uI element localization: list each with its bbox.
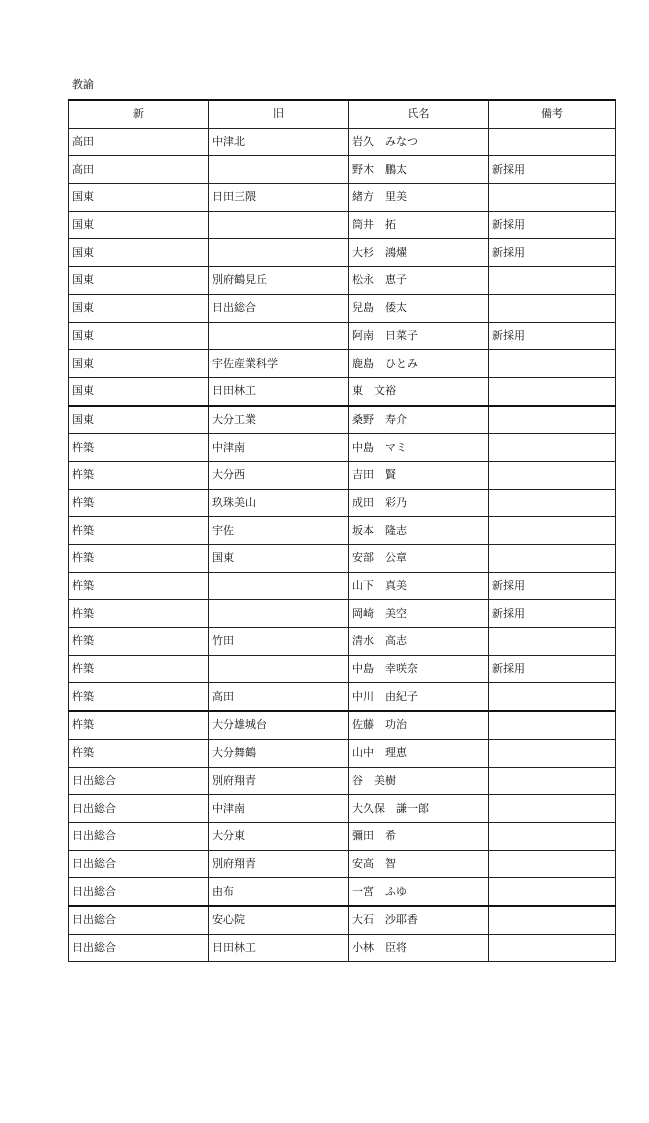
table-row <box>69 294 616 322</box>
cell-old: 日田林工 <box>209 934 349 962</box>
table-row <box>69 850 616 878</box>
cell-note <box>489 906 616 934</box>
cell-old <box>209 655 349 683</box>
table-row <box>69 434 616 462</box>
table-row <box>69 184 616 212</box>
cell-new: 杵築 <box>69 461 209 489</box>
cell-note <box>489 683 616 711</box>
cell-name: 中島 幸咲奈 <box>349 655 489 683</box>
cell-name: 谷 美樹 <box>349 767 489 795</box>
cell-new: 杵築 <box>69 517 209 545</box>
table-row <box>69 795 616 823</box>
column-header-note: 備考 <box>489 100 616 128</box>
cell-name: 東 文裕 <box>349 377 489 405</box>
table-row <box>69 267 616 295</box>
cell-new: 杵築 <box>69 434 209 462</box>
table-row <box>69 822 616 850</box>
table-row <box>69 934 616 962</box>
cell-note <box>489 184 616 212</box>
cell-new: 杵築 <box>69 628 209 656</box>
cell-name: 一宮 ふゆ <box>349 878 489 906</box>
cell-note <box>489 711 616 739</box>
cell-old: 別府鶴見丘 <box>209 267 349 295</box>
cell-name: 清水 高志 <box>349 628 489 656</box>
cell-new: 国東 <box>69 294 209 322</box>
cell-new: 国東 <box>69 184 209 212</box>
cell-old <box>209 156 349 184</box>
cell-note <box>489 739 616 767</box>
cell-new: 国東 <box>69 350 209 378</box>
cell-note <box>489 294 616 322</box>
cell-name: 小林 臣将 <box>349 934 489 962</box>
column-header-name: 氏名 <box>349 100 489 128</box>
cell-note: 新採用 <box>489 655 616 683</box>
cell-name: 成田 彩乃 <box>349 489 489 517</box>
cell-new: 高田 <box>69 156 209 184</box>
table-row <box>69 767 616 795</box>
cell-old: 大分西 <box>209 461 349 489</box>
cell-old: 日田林工 <box>209 377 349 405</box>
cell-note <box>489 377 616 405</box>
cell-new: 日出総合 <box>69 767 209 795</box>
table-row <box>69 545 616 573</box>
cell-old: 大分雄城台 <box>209 711 349 739</box>
table-row <box>69 683 616 711</box>
cell-note: 新採用 <box>489 322 616 350</box>
cell-note <box>489 350 616 378</box>
table-row <box>69 517 616 545</box>
cell-new: 杵築 <box>69 545 209 573</box>
cell-note <box>489 517 616 545</box>
cell-name: 兒島 倭太 <box>349 294 489 322</box>
cell-name: 彌田 希 <box>349 822 489 850</box>
cell-old: 別府翔青 <box>209 850 349 878</box>
table-row <box>69 711 616 739</box>
cell-old: 中津北 <box>209 128 349 156</box>
table-row <box>69 350 616 378</box>
cell-old <box>209 600 349 628</box>
cell-note <box>489 267 616 295</box>
cell-name: 大久保 謙一郎 <box>349 795 489 823</box>
cell-name: 吉田 賢 <box>349 461 489 489</box>
cell-note: 新採用 <box>489 600 616 628</box>
table-row <box>69 128 616 156</box>
cell-new: 杵築 <box>69 683 209 711</box>
cell-name: 阿南 日菜子 <box>349 322 489 350</box>
cell-name: 中島 マミ <box>349 434 489 462</box>
cell-new: 杵築 <box>69 600 209 628</box>
table-row <box>69 655 616 683</box>
cell-new: 杵築 <box>69 489 209 517</box>
cell-new: 国東 <box>69 377 209 405</box>
cell-new: 国東 <box>69 406 209 434</box>
cell-note: 新採用 <box>489 239 616 267</box>
column-header-old: 旧 <box>209 100 349 128</box>
cell-old: 日出総合 <box>209 294 349 322</box>
table-row <box>69 878 616 906</box>
cell-old <box>209 572 349 600</box>
cell-name: 岩久 みなつ <box>349 128 489 156</box>
cell-old: 大分工業 <box>209 406 349 434</box>
cell-old <box>209 322 349 350</box>
cell-old: 竹田 <box>209 628 349 656</box>
cell-name: 鹿島 ひとみ <box>349 350 489 378</box>
cell-new: 日出総合 <box>69 822 209 850</box>
cell-note <box>489 545 616 573</box>
cell-old: 中津南 <box>209 795 349 823</box>
cell-new: 国東 <box>69 267 209 295</box>
cell-name: 山下 真美 <box>349 572 489 600</box>
table-row <box>69 406 616 434</box>
cell-name: 野木 鵬太 <box>349 156 489 184</box>
cell-note <box>489 406 616 434</box>
cell-new: 日出総合 <box>69 934 209 962</box>
cell-new: 杵築 <box>69 711 209 739</box>
cell-new: 杵築 <box>69 572 209 600</box>
cell-name: 中川 由紀子 <box>349 683 489 711</box>
table-row <box>69 739 616 767</box>
cell-note <box>489 461 616 489</box>
table-row <box>69 489 616 517</box>
cell-old: 日田三隈 <box>209 184 349 212</box>
header-row <box>69 100 616 128</box>
cell-old: 宇佐産業科学 <box>209 350 349 378</box>
cell-old: 大分東 <box>209 822 349 850</box>
cell-name: 岡崎 美空 <box>349 600 489 628</box>
cell-new: 日出総合 <box>69 878 209 906</box>
cell-old: 安心院 <box>209 906 349 934</box>
cell-old: 中津南 <box>209 434 349 462</box>
cell-name: 安高 智 <box>349 850 489 878</box>
transfer-table <box>68 99 616 962</box>
cell-note <box>489 850 616 878</box>
table-row <box>69 600 616 628</box>
cell-note <box>489 878 616 906</box>
cell-name: 大石 沙耶香 <box>349 906 489 934</box>
cell-new: 杵築 <box>69 655 209 683</box>
table-row <box>69 572 616 600</box>
cell-new: 国東 <box>69 322 209 350</box>
cell-note <box>489 934 616 962</box>
cell-note <box>489 434 616 462</box>
cell-new: 日出総合 <box>69 850 209 878</box>
cell-name: 坂本 隆志 <box>349 517 489 545</box>
table-row <box>69 211 616 239</box>
cell-note <box>489 128 616 156</box>
table-row <box>69 156 616 184</box>
cell-old: 由布 <box>209 878 349 906</box>
cell-old: 大分舞鶴 <box>209 739 349 767</box>
cell-name: 松永 恵子 <box>349 267 489 295</box>
cell-note: 新採用 <box>489 156 616 184</box>
cell-note: 新採用 <box>489 211 616 239</box>
table-row <box>69 377 616 405</box>
cell-new: 高田 <box>69 128 209 156</box>
cell-name: 山中 理恵 <box>349 739 489 767</box>
cell-name: 大杉 鴻燿 <box>349 239 489 267</box>
cell-new: 日出総合 <box>69 906 209 934</box>
table-row <box>69 461 616 489</box>
table-row <box>69 628 616 656</box>
cell-note <box>489 628 616 656</box>
table-row <box>69 239 616 267</box>
cell-name: 安部 公章 <box>349 545 489 573</box>
column-header-new: 新 <box>69 100 209 128</box>
cell-old: 別府翔青 <box>209 767 349 795</box>
cell-old: 国東 <box>209 545 349 573</box>
table-row <box>69 906 616 934</box>
cell-new: 国東 <box>69 211 209 239</box>
cell-old: 玖珠美山 <box>209 489 349 517</box>
cell-name: 桑野 寿介 <box>349 406 489 434</box>
cell-old: 高田 <box>209 683 349 711</box>
cell-name: 緒方 里美 <box>349 184 489 212</box>
cell-old: 宇佐 <box>209 517 349 545</box>
table-caption: 教諭 <box>72 78 94 91</box>
cell-new: 国東 <box>69 239 209 267</box>
cell-name: 佐藤 功治 <box>349 711 489 739</box>
cell-old <box>209 239 349 267</box>
cell-old <box>209 211 349 239</box>
cell-note: 新採用 <box>489 572 616 600</box>
cell-note <box>489 795 616 823</box>
cell-new: 日出総合 <box>69 795 209 823</box>
cell-note <box>489 489 616 517</box>
cell-note <box>489 822 616 850</box>
cell-name: 筒井 拓 <box>349 211 489 239</box>
table-row <box>69 322 616 350</box>
cell-new: 杵築 <box>69 739 209 767</box>
cell-note <box>489 767 616 795</box>
